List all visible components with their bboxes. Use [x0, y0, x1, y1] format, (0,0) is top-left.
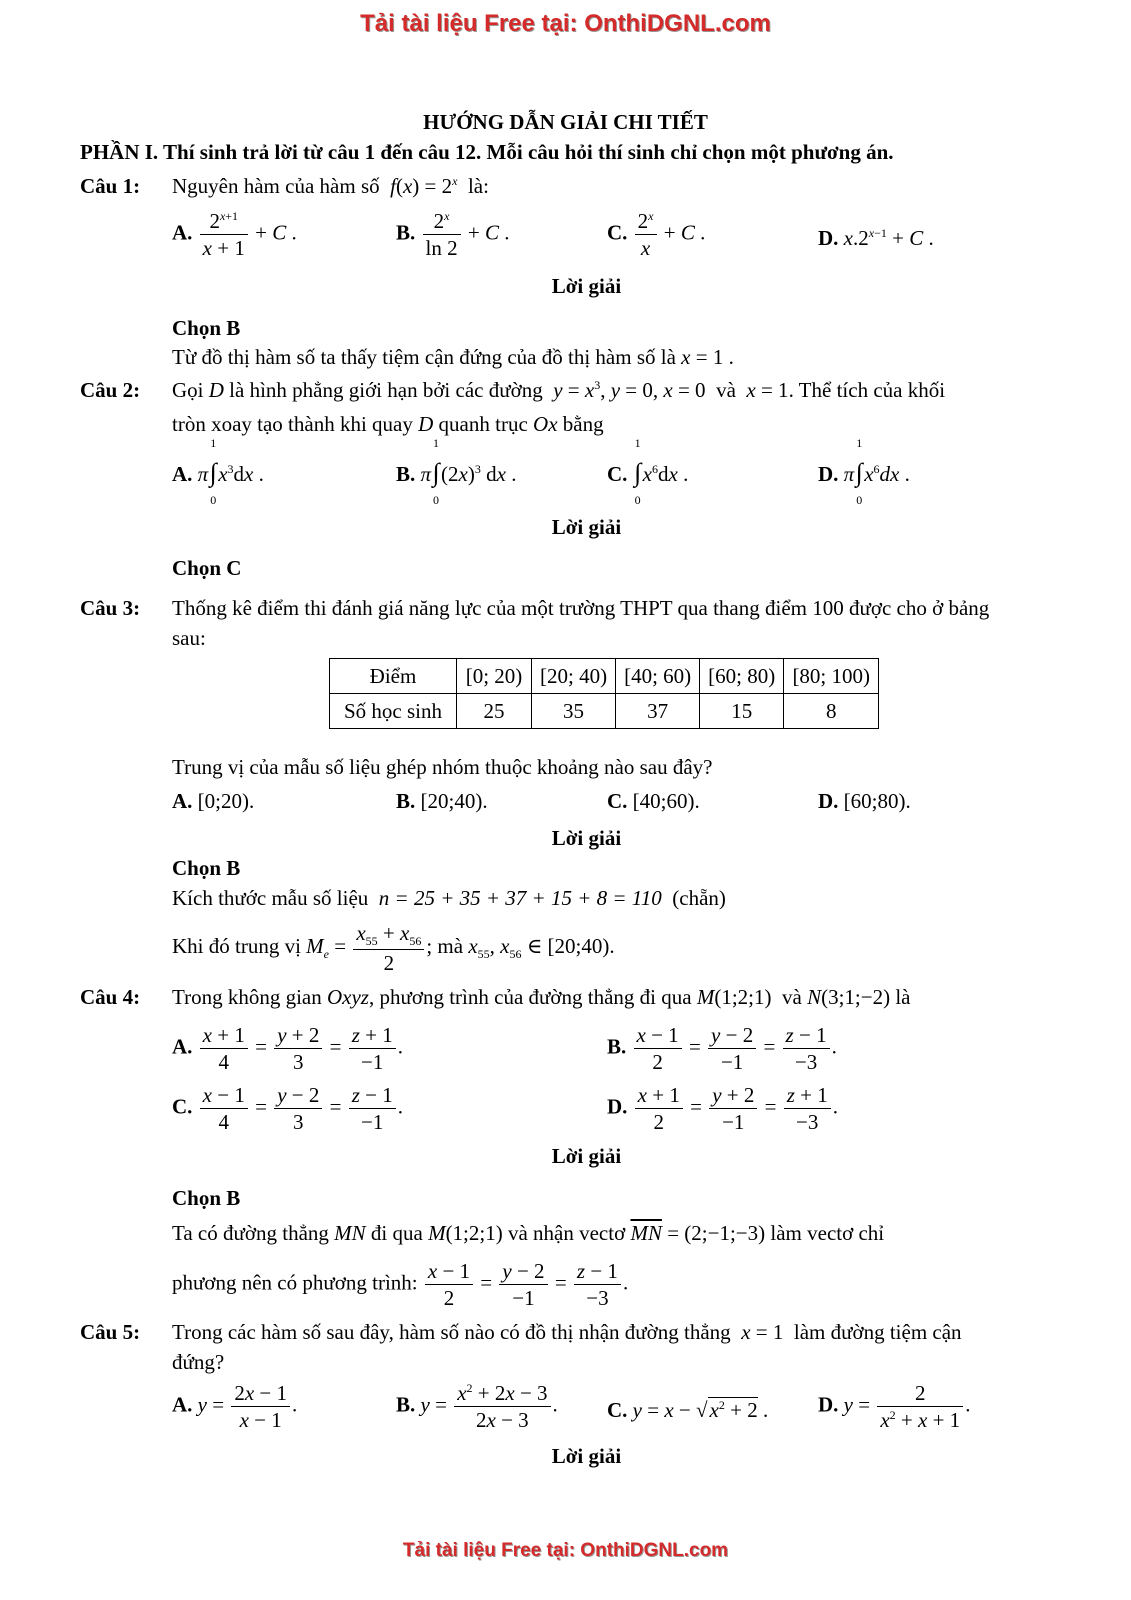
q2-text-line2b: quanh trục [438, 412, 528, 436]
q4-explain1d: làm vectơ chỉ [770, 1221, 885, 1245]
page-title: HƯỚNG DẪN GIẢI CHI TIẾT [423, 110, 708, 134]
q4-answer: Chọn B [172, 1186, 241, 1210]
table-cell: 8 [784, 694, 879, 729]
q5-stem-line2: đứng? [172, 1350, 225, 1374]
q4-option-c[interactable]: C. $\frac{x - 1}{4}$ = $\frac{y - 2}{3}$ = $\frac{z - 1}{-1}$ . [172, 1083, 403, 1135]
table-cell: [80; 100) [784, 659, 879, 694]
q2-option-b[interactable]: B. π∫ 1 0 $(2x)^3$ dx . [396, 436, 517, 507]
table-cell: 35 [532, 694, 616, 729]
q2-text-b: là hình phẳng giới hạn bởi các đường [229, 378, 543, 402]
q3-solution-heading: Lời giải [551, 826, 622, 850]
table-cell: [40; 60) [616, 659, 700, 694]
q3-option-c[interactable]: C. [40;60). [607, 789, 700, 813]
option-letter: B. [396, 462, 416, 486]
q2-option-c[interactable]: C. ∫ 1 0 $x^6dx$ . [607, 436, 689, 507]
q4-text-d: là [895, 985, 911, 1009]
q4-label: Câu 4: [80, 985, 141, 1009]
option-letter: D. [818, 1392, 839, 1417]
option-letter: A. [172, 1034, 193, 1059]
q4-option-b[interactable]: B. $\frac{x - 1}{2}$ = $\frac{y - 2}{-1}$ = $\frac{z - 1}{-3}$ . [607, 1023, 837, 1075]
q5-option-a[interactable]: A. y = $\frac{2x - 1}{x - 1}$ . [172, 1381, 298, 1433]
option-value: [40;60) [632, 789, 695, 813]
q2-text-line2: tròn xoay tạo thành khi quay [172, 412, 413, 436]
q5-option-b[interactable]: B. y = $\frac{x^2 + 2x - 3}{2x - 3}$ . [396, 1381, 558, 1433]
q4-explanation-2: phương nên có phương trình: $\frac{x - 1}{2}$ = $\frac{y - 2}{-1}$ = $\frac{z - 1}{-3}$ . [172, 1259, 629, 1311]
q4-explain1c: và nhận vectơ [507, 1221, 626, 1245]
option-value: [60;80) [843, 789, 906, 813]
table-cell: 15 [700, 694, 784, 729]
q2-text-line2c: bằng [562, 412, 604, 436]
option-letter: A. [172, 462, 193, 486]
q4-option-d[interactable]: D. $\frac{x + 1}{2}$ = $\frac{y + 2}{-1}$ = $\frac{z + 1}{-3}$ . [607, 1083, 838, 1135]
q4-stem: Trong không gian Oxyz, phương trình của đường thẳng đi qua M(1;2;1) và N(3;1;−2) là [172, 985, 911, 1009]
option-letter: A. [172, 220, 193, 245]
option-letter: A. [172, 1392, 193, 1417]
q5-text-a: Trong các hàm số sau đây, hàm số nào có đồ thị nhận đường thẳng [172, 1320, 731, 1344]
q2-label: Câu 2: [80, 378, 141, 402]
q3-explain1-end: (chẵn) [672, 886, 726, 910]
q3-table-wrap [329, 658, 879, 729]
q3-explain2-text: Khi đó trung vị [172, 934, 301, 959]
q3-option-b[interactable]: B. [20;40). [396, 789, 488, 813]
table-cell: Điểm [330, 659, 457, 694]
part-heading: PHẦN I. Thí sinh trả lời từ câu 1 đến câu 12. Mỗi câu hỏi thí sinh chỉ chọn một phương án. [80, 140, 894, 164]
option-letter: B. [396, 1392, 416, 1417]
q1-option-a[interactable]: A. $\frac{2^{x+1}}{x + 1}$ + C . [172, 209, 297, 261]
q2-solution-heading: Lời giải [551, 515, 622, 539]
q5-solution-heading: Lời giải [551, 1444, 622, 1468]
table-cell: Số học sinh [330, 694, 457, 729]
q2-stem-line2: tròn xoay tạo thành khi quay D quanh trục Ox bằng [172, 412, 604, 436]
q1-explanation-text: Từ đồ thị hàm số ta thấy tiệm cận đứng của đồ thị hàm số là [172, 345, 676, 369]
table-row [330, 694, 879, 729]
table-cell: [20; 40) [532, 659, 616, 694]
q3-explain2-mid: ; mà [426, 934, 464, 959]
q3-option-a[interactable]: A. [0;20). [172, 789, 255, 813]
q1-option-b[interactable]: B. $\frac{2^x}{\ln 2}$ + C . [396, 209, 510, 261]
q1-stem: Nguyên hàm của hàm số $f(x) = 2^x$ là: [172, 174, 489, 198]
table-cell: [0; 20) [457, 659, 532, 694]
q4-text-a: Trong không gian [172, 985, 322, 1009]
option-letter: D. [818, 462, 839, 486]
option-value: [0;20) [197, 789, 249, 813]
q4-solution-heading: Lời giải [551, 1144, 622, 1168]
q4-explanation-1: Ta có đường thẳng MN đi qua M(1;2;1) và nhận vectơ $\overline{MN}$ = (2;−1;−3) làm vectơ chỉ [172, 1221, 885, 1245]
option-letter: D. [607, 1094, 628, 1119]
q1-stem-text: Nguyên hàm của hàm số [172, 174, 380, 198]
table-cell: 37 [616, 694, 700, 729]
option-letter: C. [607, 789, 628, 813]
q1-option-d[interactable]: D. $x.2^{x-1} + C$ . [818, 226, 934, 250]
top-banner[interactable]: Tải tài liệu Free tại: OnthiDGNL.com [360, 10, 771, 37]
q4-text-b: , phương trình của đường thẳng đi qua [368, 985, 692, 1009]
q4-explain1b: đi qua [370, 1221, 423, 1245]
option-letter: C. [607, 1398, 628, 1422]
q3-explain1-text: Kích thước mẫu số liệu [172, 886, 369, 910]
q1-stem-end: là: [467, 174, 489, 198]
q3-sample-size: n = 25 + 35 + 37 + 15 + 8 = 110 [378, 886, 662, 910]
option-letter: C. [172, 1094, 193, 1119]
option-letter: D. [818, 226, 839, 250]
q2-option-a[interactable]: A. π∫ 1 0 $x^3dx$ . [172, 436, 264, 507]
table-cell: [60; 80) [700, 659, 784, 694]
q2-option-d[interactable]: D. π∫ 1 0 $x^6dx$ . [818, 436, 910, 507]
q1-explanation: Từ đồ thị hàm số ta thấy tiệm cận đứng của đồ thị hàm số là x = 1 . [172, 345, 734, 369]
q2-text-a: Gọi [172, 378, 204, 402]
q3-question: Trung vị của mẫu số liệu ghép nhóm thuộc khoảng nào sau đây? [172, 755, 713, 779]
table-header-row [330, 659, 879, 694]
option-letter: C. [607, 220, 628, 245]
q4-explain1-text: Ta có đường thẳng [172, 1221, 329, 1245]
q5-label: Câu 5: [80, 1320, 141, 1344]
q5-option-d[interactable]: D. y = $\frac{2}{x^2 + x + 1}$ . [818, 1381, 971, 1433]
q5-option-c[interactable]: C. $y = x - √x^2 + 2$ . [607, 1398, 769, 1422]
q3-stem-line2: sau: [172, 626, 206, 650]
q1-label: Câu 1: [80, 174, 141, 198]
q2-stem-line1: Gọi D là hình phẳng giới hạn bởi các đường $y = x^3$, y = 0, x = 0 và x = 1. Thể tích của khối [172, 378, 946, 402]
option-letter: B. [396, 220, 416, 245]
option-letter: A. [172, 789, 193, 813]
option-letter: C. [607, 462, 628, 486]
q1-solution-heading: Lời giải [551, 274, 622, 298]
option-letter: B. [396, 789, 416, 813]
bottom-banner[interactable]: Tải tài liệu Free tại: OnthiDGNL.com [402, 1540, 729, 1561]
option-letter: D. [818, 789, 839, 813]
q4-text-c: và [781, 985, 802, 1009]
q3-explanation-1 [172, 886, 726, 911]
q2-answer: Chọn C [172, 556, 242, 580]
q1-answer: Chọn B [172, 316, 241, 340]
q2-text-c: và [716, 378, 736, 402]
q1-option-c[interactable]: C. $\frac{2^x}{x}$ + C . [607, 209, 706, 261]
q3-option-d[interactable]: D. [60;80). [818, 789, 911, 813]
q5-stem-line1: Trong các hàm số sau đây, hàm số nào có đồ thị nhận đường thẳng x = 1 làm đường tiệm cận [172, 1320, 962, 1344]
table-cell: 25 [457, 694, 532, 729]
option-value: [20;40) [420, 789, 483, 813]
q4-explain2-text: phương nên có phương trình: [172, 1270, 418, 1295]
q5-text-b: làm đường tiệm cận [793, 1320, 962, 1344]
q4-option-a[interactable]: A. $\frac{x + 1}{4}$ = $\frac{y + 2}{3}$ = $\frac{z + 1}{-1}$ . [172, 1023, 403, 1075]
score-table [329, 658, 879, 729]
q2-text-d: . Thể tích của khối [788, 378, 946, 402]
q3-answer: Chọn B [172, 856, 241, 880]
q3-label: Câu 3: [80, 596, 141, 620]
option-letter: B. [607, 1034, 627, 1059]
q3-explanation-2: Khi đó trung vị $M_e$ = $\frac{x_{55} + x_{56}}{2}$ ; mà $x_{55}$, $x_{56}$ ∈ [20;40). [172, 921, 615, 976]
q3-stem-line1: Thống kê điểm thi đánh giá năng lực của một trường THPT qua thang điểm 100 được cho ở bảng [172, 596, 990, 620]
